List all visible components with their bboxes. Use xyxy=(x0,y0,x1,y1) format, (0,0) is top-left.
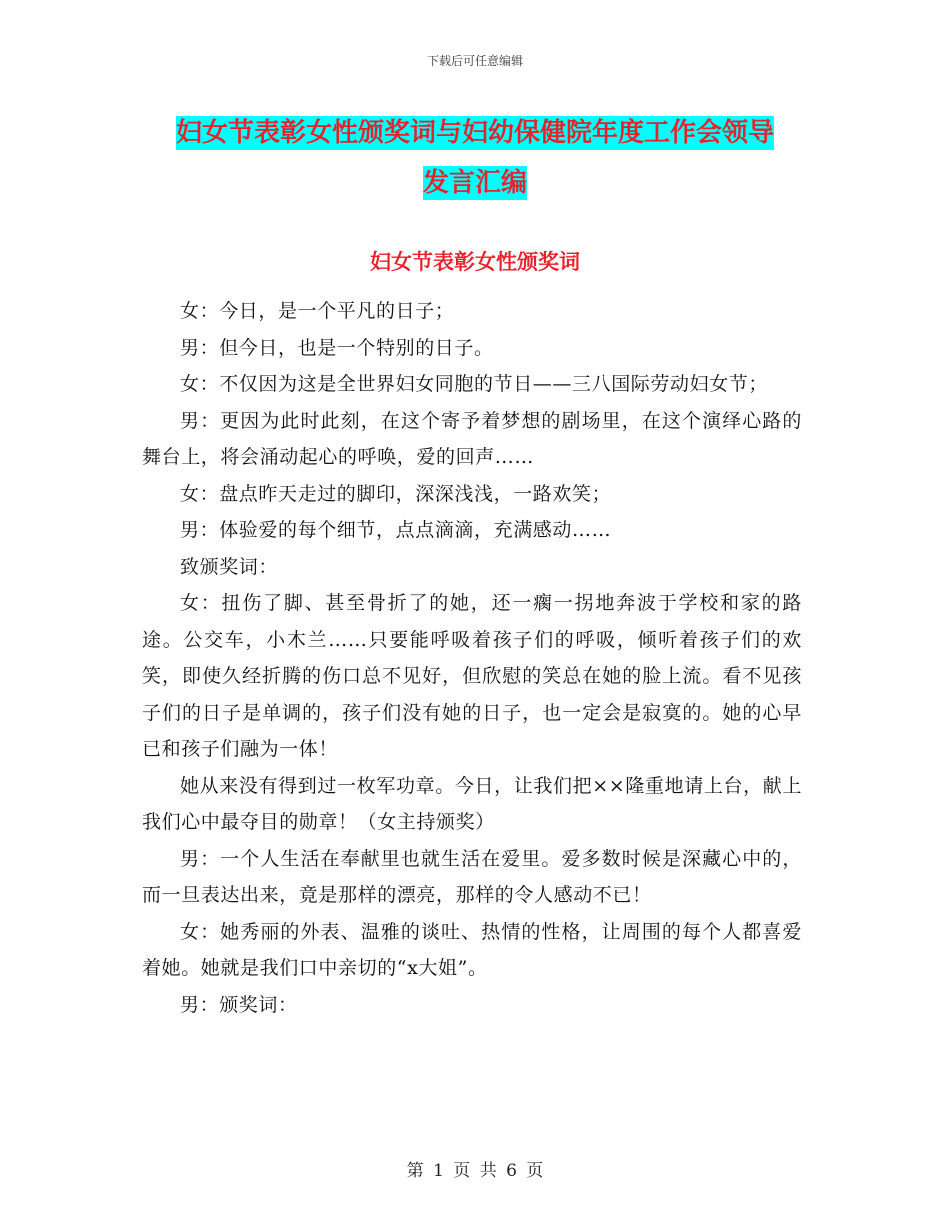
section-title: 妇女节表彰女性颁奖词 xyxy=(370,250,580,274)
paragraph: 男：但今日，也是一个特别的日子。 xyxy=(180,336,494,359)
paragraph: 她从来没有得到过一枚军功章。今日，让我们把××隆重地请上台，献上我们心中最夺目的勋章！（女主持颁奖） xyxy=(142,774,802,833)
paragraph: 女：今日，是一个平凡的日子； xyxy=(180,300,455,322)
paragraph: 男：体验爱的每个细节，点点滴滴，充满感动…… xyxy=(180,519,612,541)
paragraph: 女：不仅因为这是全世界妇女同胞的节日——三八国际劳动妇女节； xyxy=(180,373,769,395)
document-body xyxy=(142,293,802,1023)
page-header-note: 下载后可任意编辑 xyxy=(426,54,523,68)
document-title-line-1: 妇女节表彰女性颁奖词与妇幼保健院年度工作会领导 xyxy=(175,118,774,148)
page-number-footer: 第 1 页 共 6 页 xyxy=(406,1161,544,1181)
paragraph: 女：她秀丽的外表、温雅的谈吐、热情的性格，让周围的每个人都喜爱着她。她就是我们口中亲切的“x大姐”。 xyxy=(142,920,802,979)
document-title-line-2: 发言汇编 xyxy=(422,168,527,198)
paragraph: 男：更因为此时此刻，在这个寄予着梦想的剧场里，在这个演绎心路的舞台上，将会涌动起心的呼唤，爱的回声…… xyxy=(142,409,802,468)
paragraph: 男：颁奖词： xyxy=(180,993,298,1016)
paragraph: 女：扭伤了脚、甚至骨折了的她，还一瘸一拐地奔波于学校和家的路途。公交车，小木兰……只要能呼吸着孩子们的呼吸，倾听着孩子们的欢笑，即使久经折腾的伤口总不见好，但欣慰的笑总在她的脸上流。看不见孩子们的日子是单调的，孩子们没有她的日子，也一定会是寂寞的。她的心早已和孩子们融为一体！ xyxy=(142,592,802,760)
paragraph: 男：一个人生活在奉献里也就生活在爱里。爱多数时候是深藏心中的，而一旦表达出来，竟是那样的漂亮，那样的令人感动不已！ xyxy=(142,847,802,906)
document-title xyxy=(150,108,800,208)
paragraph: 致颁奖词： xyxy=(180,555,279,578)
paragraph: 女：盘点昨天走过的脚印，深深浅浅，一路欢笑； xyxy=(180,482,612,505)
